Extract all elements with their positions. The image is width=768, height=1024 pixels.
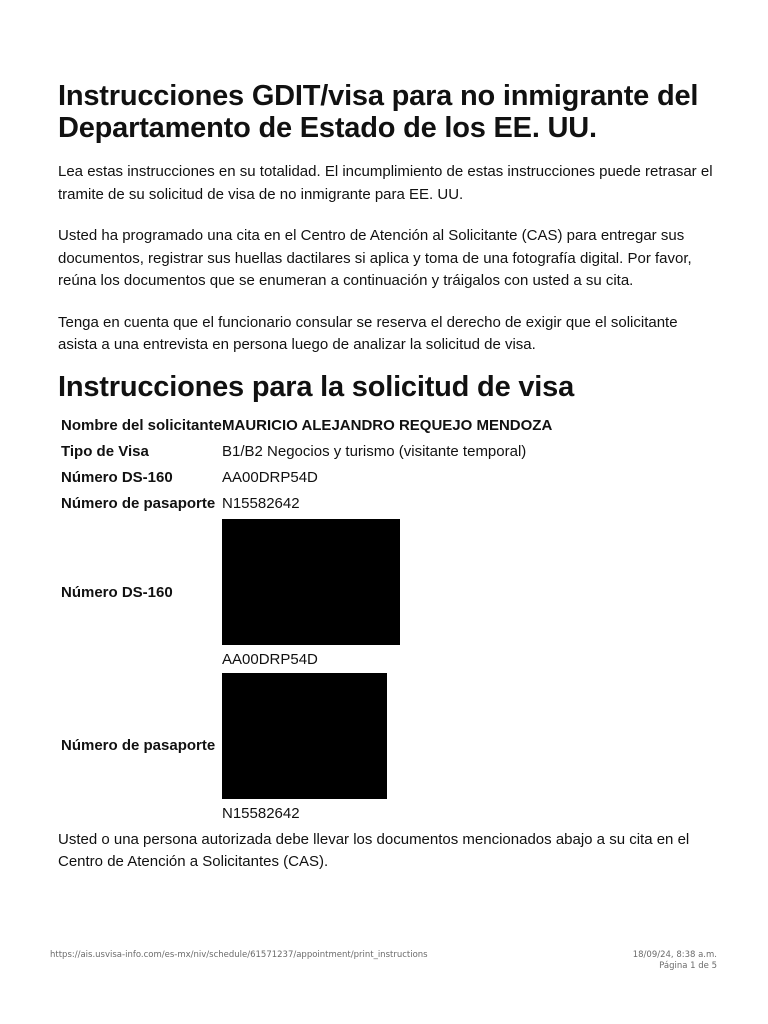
- passport-value: N15582642: [222, 495, 300, 512]
- document-title: [58, 80, 718, 144]
- applicant-name-value: MAURICIO ALEJANDRO REQUEJO MENDOZA: [222, 417, 553, 434]
- passport-label: Número de pasaporte: [61, 495, 216, 512]
- table-row: [61, 413, 552, 439]
- table-row: [61, 439, 552, 465]
- ds160-barcode-cell: [222, 517, 552, 669]
- passport-barcode-text: N15582642: [222, 804, 300, 822]
- applicant-name-label: Nombre del solicitante: [61, 417, 222, 434]
- applicant-info-table: [61, 413, 552, 823]
- ds160-barcode-text: AA00DRP54D: [222, 650, 318, 668]
- ds160-value: AA00DRP54D: [222, 469, 318, 486]
- footer-url: https://ais.usvisa-info.com/es-mx/niv/schedule/61571237/appointment/print_instructions: [50, 950, 428, 960]
- footer-datetime: 18/09/24, 8:38 a.m.: [632, 950, 717, 960]
- visa-type-value: B1/B2 Negocios y turismo (visitante temporal): [222, 443, 527, 460]
- title-line-1: Instrucciones GDIT/visa para no inmigrante del: [58, 80, 699, 112]
- table-row: [61, 465, 552, 491]
- footer-meta: [633, 950, 717, 972]
- ds160-barcode-image: [222, 519, 400, 645]
- ds160-barcode-label: Número DS-160: [61, 584, 173, 601]
- document-page: [58, 80, 718, 874]
- footer-page-number: Página 1 de 5: [659, 961, 717, 971]
- appointment-paragraph: Usted ha programado una cita en el Centro de Atención al Solicitante (CAS) para entregar sus documentos, registrar sus huellas dactilares si aplica y toma de una fotografía digital. Por favor, reúna los documentos que se enumeran a continuación y tráigalos con usted a su cita.: [58, 227, 692, 289]
- title-line-2: Departamento de Estado de los EE. UU.: [58, 112, 597, 144]
- intro-paragraph: Lea estas instrucciones en su totalidad. El incumplimiento de estas instrucciones puede retrasar el tramite de su solicitud de visa de no inmigrante para EE. UU.: [58, 163, 713, 203]
- passport-barcode-image: [222, 673, 387, 799]
- table-row: [61, 491, 552, 517]
- interview-paragraph: Tenga en cuenta que el funcionario consular se reserva el derecho de exigir que el solicitante asista a una entrevista en persona luego de analizar la solicitud de visa.: [58, 313, 678, 353]
- passport-barcode-cell: [222, 669, 552, 823]
- section-title: Instrucciones para la solicitud de visa: [58, 370, 574, 403]
- table-row: [61, 669, 552, 823]
- ds160-label: Número DS-160: [61, 469, 173, 486]
- passport-barcode-label: Número de pasaporte: [61, 737, 216, 754]
- table-row: [61, 517, 552, 669]
- visa-type-label: Tipo de Visa: [61, 443, 149, 460]
- documents-paragraph: Usted o una persona autorizada debe llevar los documentos mencionados abajo a su cita en el Centro de Atención a Solicitantes (CAS).: [58, 830, 690, 870]
